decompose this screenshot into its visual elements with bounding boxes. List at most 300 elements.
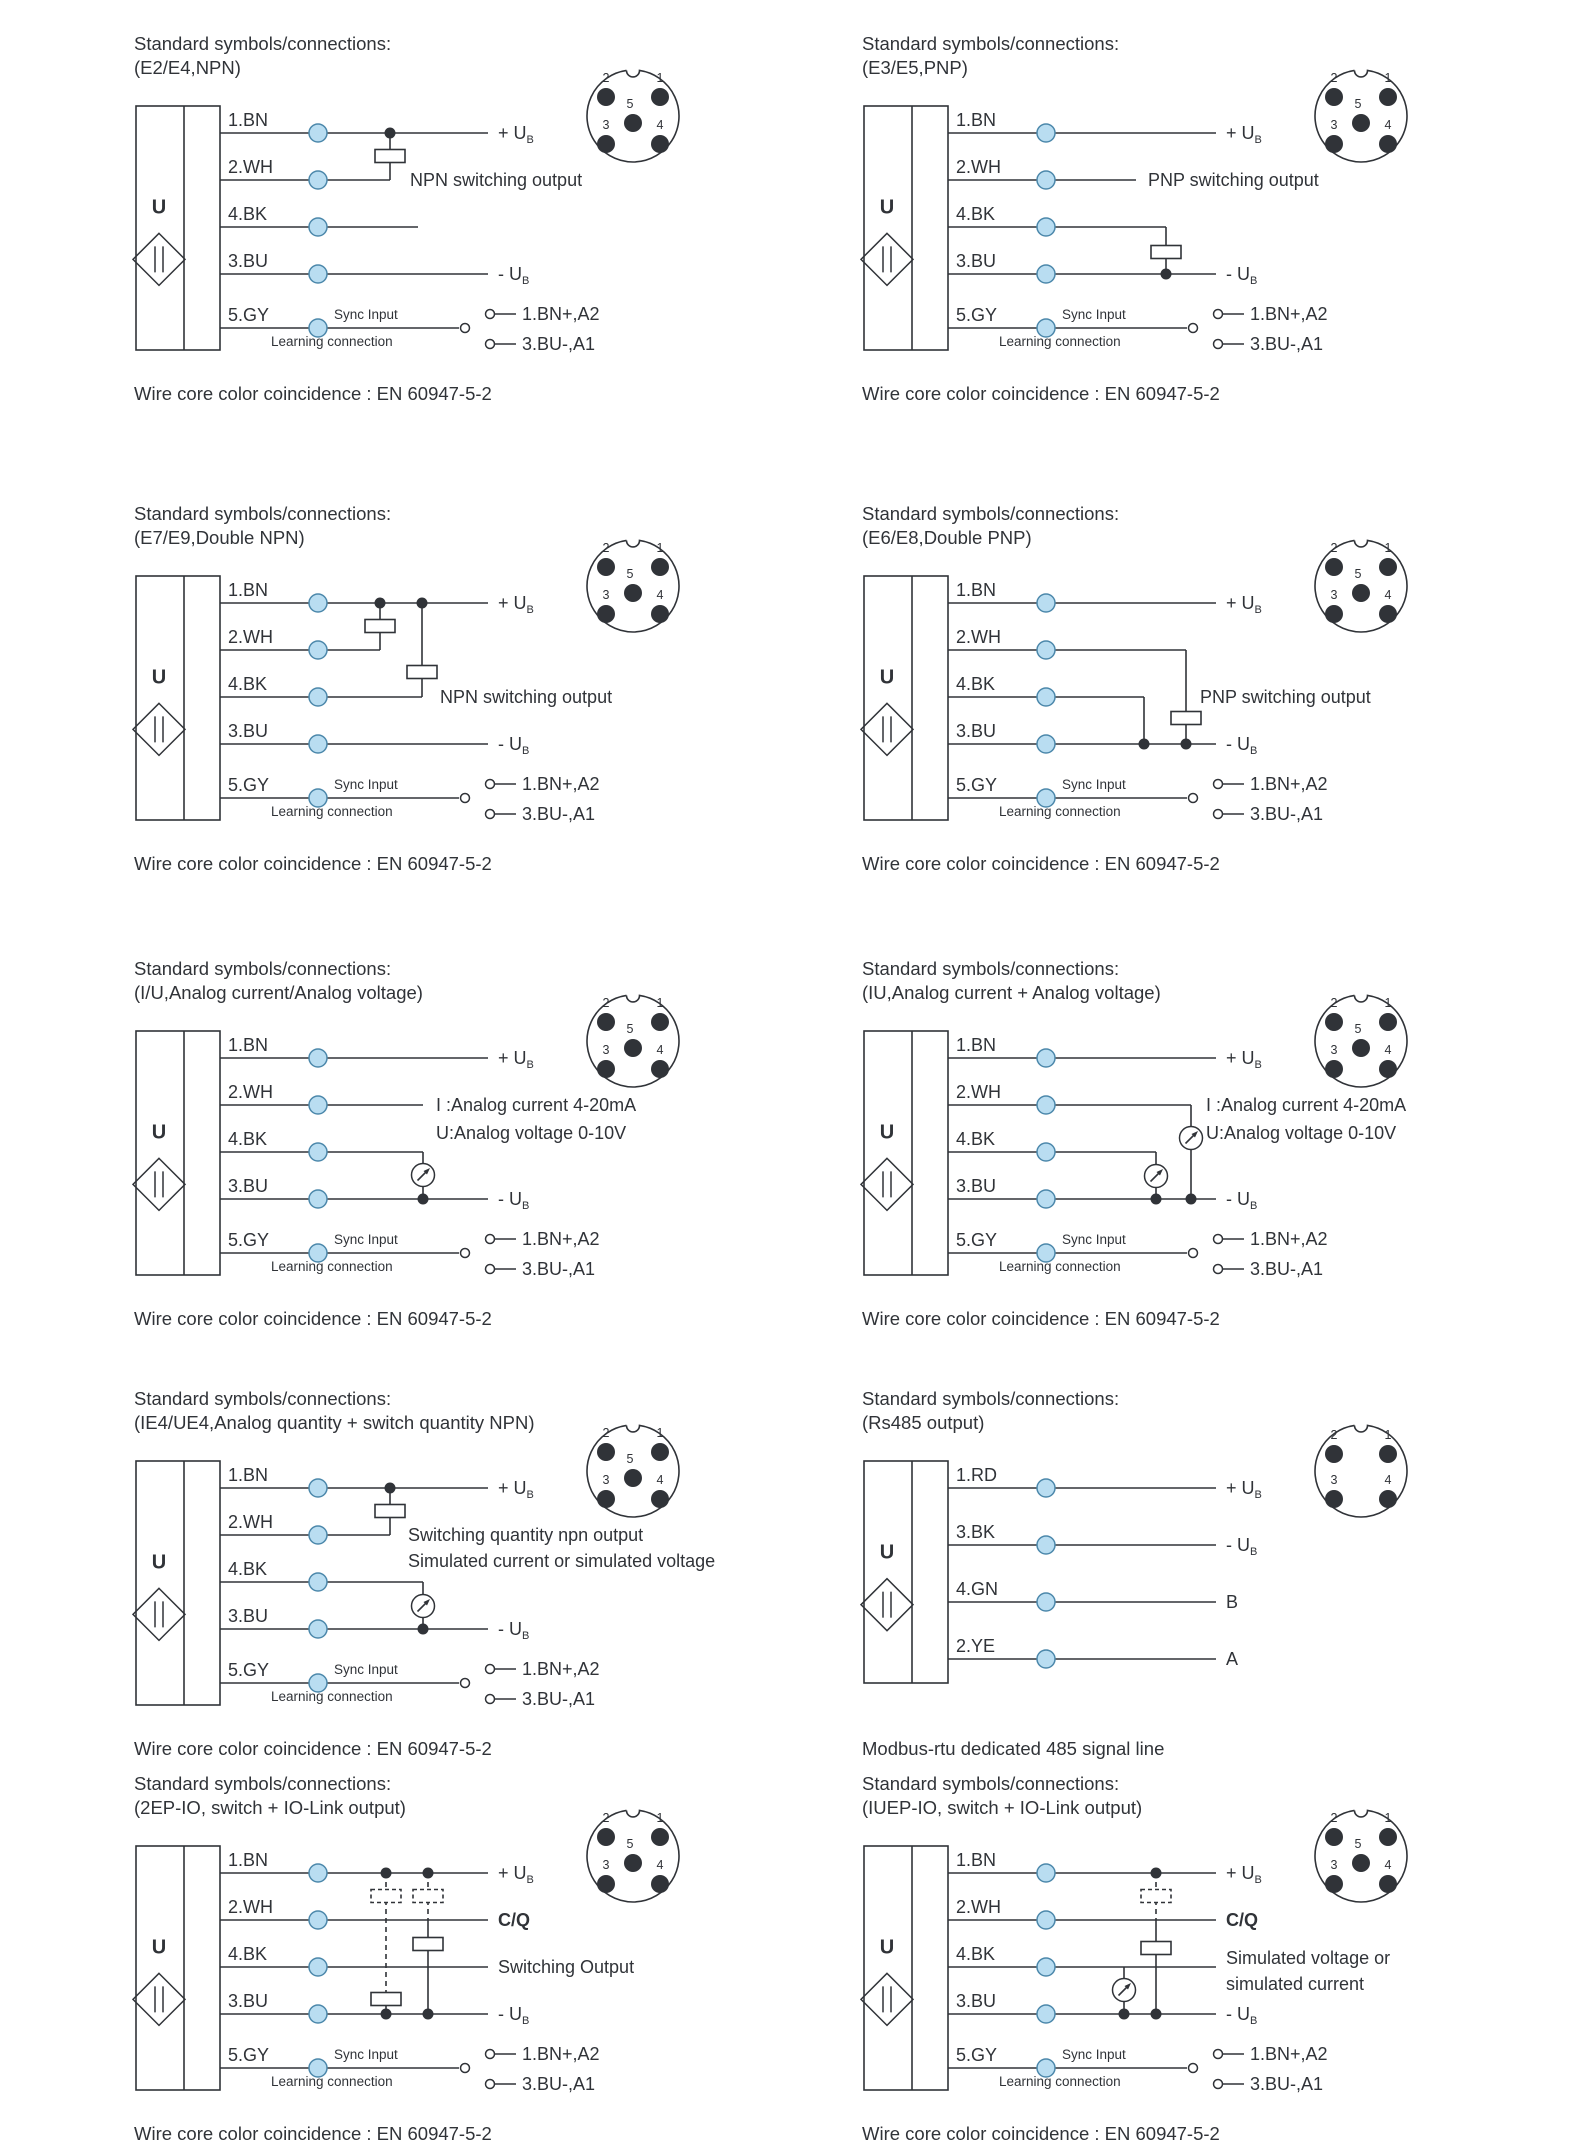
switch-contact-icon [1189, 2064, 1198, 2073]
wire-pin-label: 2.WH [956, 157, 1001, 177]
junction-dot [418, 1624, 429, 1635]
connector-pin [1325, 1875, 1343, 1893]
wire-pin-label: 4.BK [228, 674, 268, 694]
wire-pin-label: 3.BU [228, 1991, 269, 2011]
panel-variant: (E7/E9,Double NPN) [134, 527, 305, 548]
resistor-symbol [407, 666, 437, 679]
terminal-label: + $U_B$ [1226, 1478, 1262, 1501]
output-note: I :Analog current 4-20mA [436, 1095, 637, 1115]
connector-pin [1379, 605, 1397, 623]
connector-pin-number: 3 [602, 588, 610, 602]
junction-dot [1181, 739, 1192, 750]
connector-pin-number: 2 [602, 1811, 610, 1825]
wire-pin-label: 2.WH [228, 1082, 273, 1102]
wire-pin-label: 4.BK [956, 204, 996, 224]
wire-node [1037, 265, 1055, 283]
connector-pin [1325, 558, 1343, 576]
connector-pin [1325, 1490, 1343, 1508]
wire-pin-label: 3.BU [956, 721, 997, 741]
connector-pin-number: 5 [1354, 1022, 1362, 1036]
resistor-symbol [375, 1505, 405, 1518]
connector-pin-number: 4 [656, 118, 664, 132]
terminal-label: + $U_B$ [1226, 593, 1262, 616]
connector-pin-number: 2 [1330, 71, 1338, 85]
wire-node [1037, 688, 1055, 706]
sync-contact-label: 3.BU-,A1 [522, 1259, 596, 1279]
wire-node [309, 1096, 327, 1114]
connector-pin [597, 1060, 615, 1078]
wiring-diagram [128, 1768, 868, 2148]
wire-pin-label: 2.WH [956, 627, 1001, 647]
connector-pin-number: 5 [626, 1022, 634, 1036]
sensor-box [136, 1846, 220, 2090]
connector-pin-number: 4 [656, 1858, 664, 1872]
connector-pinout-icon [1315, 540, 1407, 632]
footer-note: Wire core color coincidence : EN 60947-5-2 [862, 853, 1220, 874]
connector-pin [1325, 1060, 1343, 1078]
connector-pin [1379, 1060, 1397, 1078]
switch-contact-icon [1189, 324, 1198, 333]
meter-symbol [412, 1595, 435, 1618]
learning-connection-label: Learning connection [999, 2074, 1121, 2089]
sensor-label: U [151, 1936, 167, 1959]
connector-pin-number: 2 [1330, 541, 1338, 555]
terminal-label: - $U_B$ [1226, 734, 1258, 757]
sync-contact-label: 1.BN+,A2 [522, 774, 600, 794]
resistor-symbol [413, 1890, 443, 1903]
wire-pin-label: 3.BU [228, 721, 269, 741]
wiring-diagram [128, 1383, 868, 1763]
wiring-panel [856, 1768, 1584, 2148]
output-note: Simulated current or simulated voltage [408, 1551, 716, 1571]
wire-node [1037, 1864, 1055, 1882]
sensor-symbol-diamond [133, 1973, 185, 2025]
resistor-symbol [1151, 246, 1181, 259]
junction-dot [1151, 1868, 1162, 1879]
wire-node [1037, 1143, 1055, 1161]
connector-pin [1325, 88, 1343, 106]
connector-pin-number: 1 [1384, 541, 1392, 555]
wiring-diagram [856, 1768, 1587, 2148]
wire-node [1037, 1911, 1055, 1929]
junction-dot [1161, 269, 1172, 280]
switch-contact-icon [486, 810, 495, 819]
panel-variant: (I/U,Analog current/Analog voltage) [134, 982, 423, 1003]
connector-pin [624, 1854, 642, 1872]
connector-pinout-icon [587, 1810, 679, 1902]
wire-node [1037, 1593, 1055, 1611]
switch-contact-icon [461, 794, 470, 803]
connector-pin-number: 3 [1330, 1473, 1338, 1487]
connector-pin-number: 5 [626, 1452, 634, 1466]
wire-node [309, 1479, 327, 1497]
connector-pin-number: 3 [602, 1043, 610, 1057]
wire-pin-label: 3.BU [956, 1176, 997, 1196]
wire-pin-label: 3.BU [228, 1176, 269, 1196]
connector-pin-number: 4 [656, 1473, 664, 1487]
connector-pinout-icon [587, 1425, 679, 1517]
wire-node [309, 1049, 327, 1067]
resistor-symbol [371, 1890, 401, 1903]
connector-pin [651, 558, 669, 576]
wire-node [309, 171, 327, 189]
sensor-symbol-diamond [133, 1158, 185, 1210]
sync-contact-label: 1.BN+,A2 [522, 304, 600, 324]
connector-pin-number: 1 [656, 1811, 664, 1825]
learning-connection-label: Learning connection [999, 804, 1121, 819]
connector-pin-number: 1 [656, 541, 664, 555]
panel-title: Standard symbols/connections: [134, 1773, 392, 1794]
connector-pinout-icon [587, 995, 679, 1087]
wire-node [1037, 171, 1055, 189]
junction-dot [1139, 739, 1150, 750]
panel-variant: (IUEP-IO, switch + IO-Link output) [862, 1797, 1143, 1818]
junction-dot [385, 1483, 396, 1494]
terminal-label: - $U_B$ [498, 1619, 530, 1642]
wire-pin-label: 1.BN [956, 1850, 997, 1870]
terminal-label: + $U_B$ [1226, 1048, 1262, 1071]
switch-contact-icon [461, 2064, 470, 2073]
connector-pin [597, 1490, 615, 1508]
wire-pin-label: 5.GY [228, 2045, 270, 2065]
connector-pin [597, 605, 615, 623]
wire-pin-label: 1.BN [228, 1035, 269, 1055]
panel-title: Standard symbols/connections: [134, 503, 392, 524]
terminal-label: B [1226, 1592, 1239, 1612]
panel-variant: (IE4/UE4,Analog quantity + switch quantity NPN) [134, 1412, 535, 1433]
sensor-symbol-diamond [861, 703, 913, 755]
connector-pin-number: 3 [602, 1473, 610, 1487]
panel-variant: (2EP-IO, switch + IO-Link output) [134, 1797, 406, 1818]
panel-title: Standard symbols/connections: [862, 958, 1120, 979]
wire-node [309, 1864, 327, 1882]
connector-pin [1379, 1490, 1397, 1508]
connector-pin-number: 3 [602, 1858, 610, 1872]
wire-pin-label: 3.BU [228, 1606, 269, 1626]
wire-pin-label: 3.BK [956, 1522, 996, 1542]
learning-connection-label: Learning connection [999, 334, 1121, 349]
wiring-diagram [856, 1383, 1587, 1763]
wire-pin-label: 4.BK [956, 1944, 996, 1964]
connector-pin [1325, 1013, 1343, 1031]
panel-title: Standard symbols/connections: [862, 1773, 1120, 1794]
sync-contact-label: 1.BN+,A2 [1250, 304, 1328, 324]
wiring-diagram [856, 28, 1587, 408]
connector-pin [1379, 1445, 1397, 1463]
connector-pin [624, 114, 642, 132]
connector-pin-number: 2 [602, 71, 610, 85]
connector-pin [1352, 1039, 1370, 1057]
connector-pin-number: 1 [1384, 1428, 1392, 1442]
connector-pin [651, 1875, 669, 1893]
wire-node [1037, 1536, 1055, 1554]
wire-node [1037, 641, 1055, 659]
wire-pin-label: 4.BK [956, 674, 996, 694]
switch-contact-icon [486, 1695, 495, 1704]
output-note: PNP switching output [1200, 687, 1371, 707]
terminal-label: - $U_B$ [498, 734, 530, 757]
sensor-label: U [879, 196, 895, 219]
footer-note: Wire core color coincidence : EN 60947-5-2 [862, 1308, 1220, 1329]
wire-pin-label: 2.WH [956, 1897, 1001, 1917]
terminal-label: - $U_B$ [1226, 1535, 1258, 1558]
connector-pin [624, 584, 642, 602]
wire-pin-label: 5.GY [956, 775, 998, 795]
learning-connection-label: Learning connection [999, 1259, 1121, 1274]
wiring-panel [128, 1383, 856, 1768]
wire-pin-label: 4.GN [956, 1579, 999, 1599]
wiring-panel [856, 953, 1584, 1383]
connector-pinout-icon [1315, 1810, 1407, 1902]
wire-node [1037, 1096, 1055, 1114]
meter-symbol [1145, 1165, 1168, 1188]
wire-node [1037, 1479, 1055, 1497]
connector-pin-number: 1 [1384, 996, 1392, 1010]
footer-note: Wire core color coincidence : EN 60947-5-2 [134, 1308, 492, 1329]
switch-contact-icon [1214, 1235, 1223, 1244]
switch-contact-icon [1214, 2050, 1223, 2059]
panel-title: Standard symbols/connections: [862, 33, 1120, 54]
sync-contact-label: 3.BU-,A1 [1250, 1259, 1324, 1279]
wiring-diagram [856, 953, 1587, 1333]
wiring-diagram [128, 953, 868, 1333]
junction-dot [381, 2009, 392, 2020]
connector-pin [1379, 1875, 1397, 1893]
wire-pin-label: 4.BK [228, 1944, 268, 1964]
connector-pin-number: 3 [602, 118, 610, 132]
wire-node [309, 218, 327, 236]
connector-pin [597, 1828, 615, 1846]
connector-pin-number: 5 [1354, 1837, 1362, 1851]
switch-contact-icon [486, 780, 495, 789]
terminal-label: - $U_B$ [1226, 264, 1258, 287]
wiring-panel [128, 28, 856, 498]
wire-pin-label: 1.BN [228, 580, 269, 600]
footer-note: Wire core color coincidence : EN 60947-5-2 [134, 853, 492, 874]
connector-pin-number: 3 [1330, 1858, 1338, 1872]
connector-pin [651, 1443, 669, 1461]
learning-connection-label: Learning connection [271, 2074, 393, 2089]
wiring-panel [856, 1383, 1584, 1768]
output-note: PNP switching output [1148, 170, 1319, 190]
panel-title: Standard symbols/connections: [134, 958, 392, 979]
switch-contact-icon [1214, 310, 1223, 319]
connector-pin-number: 1 [1384, 1811, 1392, 1825]
meter-symbol [1113, 1979, 1136, 2002]
connector-pin [1325, 1828, 1343, 1846]
meter-symbol [1180, 1127, 1203, 1150]
connector-pin [651, 1828, 669, 1846]
sync-contact-label: 3.BU-,A1 [522, 1689, 596, 1709]
terminal-label: Switching Output [498, 1957, 635, 1977]
wire-pin-label: 4.BK [956, 1129, 996, 1149]
switch-contact-icon [1214, 340, 1223, 349]
switch-contact-icon [461, 1679, 470, 1688]
wire-node [309, 1143, 327, 1161]
junction-dot [423, 1868, 434, 1879]
terminal-label: - $U_B$ [498, 1189, 530, 1212]
sync-input-label: Sync Input [334, 2047, 398, 2062]
junction-dot [1119, 2009, 1130, 2020]
wire-pin-label: 2.WH [228, 1512, 273, 1532]
connector-pinout-icon [1315, 70, 1407, 162]
panel-variant: (E2/E4,NPN) [134, 57, 241, 78]
sync-contact-label: 1.BN+,A2 [1250, 2044, 1328, 2064]
resistor-symbol [375, 150, 405, 163]
wire-pin-label: 5.GY [228, 305, 270, 325]
switch-contact-icon [486, 2080, 495, 2089]
output-note: NPN switching output [440, 687, 613, 707]
sensor-symbol-diamond [133, 233, 185, 285]
wire-node [309, 1911, 327, 1929]
connector-pin-number: 4 [1384, 118, 1392, 132]
sync-contact-label: 3.BU-,A1 [1250, 2074, 1324, 2094]
connector-pin [597, 1443, 615, 1461]
sync-contact-label: 1.BN+,A2 [1250, 774, 1328, 794]
connector-pin [1352, 1854, 1370, 1872]
switch-contact-icon [1214, 2080, 1223, 2089]
wire-node [1037, 1049, 1055, 1067]
junction-dot [385, 128, 396, 139]
connector-pin-number: 1 [656, 1426, 664, 1440]
wire-node [309, 641, 327, 659]
wire-node [1037, 2005, 1055, 2023]
terminal-label: + $U_B$ [498, 1478, 534, 1501]
sync-input-label: Sync Input [334, 777, 398, 792]
sync-input-label: Sync Input [1062, 2047, 1126, 2062]
sensor-label: U [151, 1551, 167, 1574]
sensor-box [864, 1031, 948, 1275]
sensor-label: U [151, 666, 167, 689]
wire-node [309, 1526, 327, 1544]
connector-pin-number: 2 [1330, 1811, 1338, 1825]
sensor-box [864, 1846, 948, 2090]
connector-pin [1352, 584, 1370, 602]
switch-contact-icon [486, 1235, 495, 1244]
wire-pin-label: 2.WH [228, 1897, 273, 1917]
junction-dot [418, 1194, 429, 1205]
footer-note: Wire core color coincidence : EN 60947-5-2 [134, 383, 492, 404]
terminal-label: simulated current [1226, 1974, 1365, 1994]
wiring-panel [128, 953, 856, 1383]
sync-input-label: Sync Input [334, 1662, 398, 1677]
connector-pin [1379, 1828, 1397, 1846]
connector-pin-number: 4 [1384, 1473, 1392, 1487]
sync-contact-label: 3.BU-,A1 [522, 804, 596, 824]
sync-contact-label: 3.BU-,A1 [1250, 334, 1324, 354]
switch-contact-icon [461, 324, 470, 333]
junction-dot [417, 598, 428, 609]
connector-pin-number: 2 [602, 996, 610, 1010]
connector-pin [651, 135, 669, 153]
switch-contact-icon [1214, 810, 1223, 819]
connector-pin-number: 5 [1354, 567, 1362, 581]
junction-dot [375, 598, 386, 609]
switch-contact-icon [1189, 794, 1198, 803]
junction-dot [1151, 1194, 1162, 1205]
connector-pin-number: 2 [602, 1426, 610, 1440]
switch-contact-icon [1189, 1249, 1198, 1258]
connector-pin-number: 5 [626, 1837, 634, 1851]
junction-dot [1151, 2009, 1162, 2020]
learning-connection-label: Learning connection [271, 804, 393, 819]
learning-connection-label: Learning connection [271, 1689, 393, 1704]
wire-node [1037, 735, 1055, 753]
connector-pin-number: 3 [1330, 118, 1338, 132]
sync-input-label: Sync Input [1062, 1232, 1126, 1247]
connector-pin-number: 1 [656, 996, 664, 1010]
sensor-box [136, 1461, 220, 1705]
wire-pin-label: 3.BU [956, 251, 997, 271]
sync-contact-label: 3.BU-,A1 [1250, 804, 1324, 824]
sync-input-label: Sync Input [1062, 777, 1126, 792]
connector-pin-number: 4 [656, 1043, 664, 1057]
wire-node [309, 688, 327, 706]
wire-pin-label: 4.BK [228, 1559, 268, 1579]
connector-pin [624, 1469, 642, 1487]
learning-connection-label: Learning connection [271, 334, 393, 349]
output-note: Switching quantity npn output [408, 1525, 644, 1545]
switch-contact-icon [486, 310, 495, 319]
connector-pin-number: 4 [1384, 588, 1392, 602]
sensor-symbol-diamond [133, 1588, 185, 1640]
wiring-panel [856, 498, 1584, 953]
wire-pin-label: 4.BK [228, 204, 268, 224]
panel-title: Standard symbols/connections: [862, 1388, 1120, 1409]
connector-pinout-icon [1315, 1425, 1407, 1517]
connector-pin [651, 605, 669, 623]
connector-pin [1325, 135, 1343, 153]
sync-input-label: Sync Input [334, 307, 398, 322]
sensor-label: U [879, 1541, 895, 1564]
footer-note: Wire core color coincidence : EN 60947-5-2 [862, 2123, 1220, 2144]
connector-pin [624, 1039, 642, 1057]
terminal-label: C/Q [498, 1910, 531, 1930]
wire-pin-label: 1.BN [956, 1035, 997, 1055]
switch-contact-icon [486, 1265, 495, 1274]
footer-note: Wire core color coincidence : EN 60947-5-2 [134, 2123, 492, 2144]
resistor-symbol [371, 1993, 401, 2006]
connector-pin-number: 2 [602, 541, 610, 555]
connector-pin-number: 5 [626, 567, 634, 581]
sensor-box [864, 106, 948, 350]
sensor-label: U [879, 1936, 895, 1959]
terminal-label: + $U_B$ [498, 123, 534, 146]
wire-pin-label: 3.BU [956, 1991, 997, 2011]
meter-symbol [412, 1164, 435, 1187]
connector-pin [651, 1490, 669, 1508]
panel-title: Standard symbols/connections: [862, 503, 1120, 524]
connector-pin [1352, 114, 1370, 132]
wire-node [309, 594, 327, 612]
output-note: U:Analog voltage 0-10V [436, 1123, 627, 1143]
connector-pin-number: 3 [1330, 1043, 1338, 1057]
switch-contact-icon [486, 2050, 495, 2059]
wire-pin-label: 3.BU [228, 251, 269, 271]
wire-node [309, 1958, 327, 1976]
terminal-label: + $U_B$ [498, 1863, 534, 1886]
wire-pin-label: 1.BN [228, 1850, 269, 1870]
wiring-panel [856, 28, 1584, 498]
output-note: NPN switching output [410, 170, 583, 190]
wire-pin-label: 4.BK [228, 1129, 268, 1149]
wire-pin-label: 2.YE [956, 1636, 996, 1656]
wire-pin-label: 2.WH [956, 1082, 1001, 1102]
connector-pin-number: 4 [656, 588, 664, 602]
terminal-label: + $U_B$ [1226, 1863, 1262, 1886]
connector-pin-number: 3 [1330, 588, 1338, 602]
wire-pin-label: 5.GY [956, 2045, 998, 2065]
